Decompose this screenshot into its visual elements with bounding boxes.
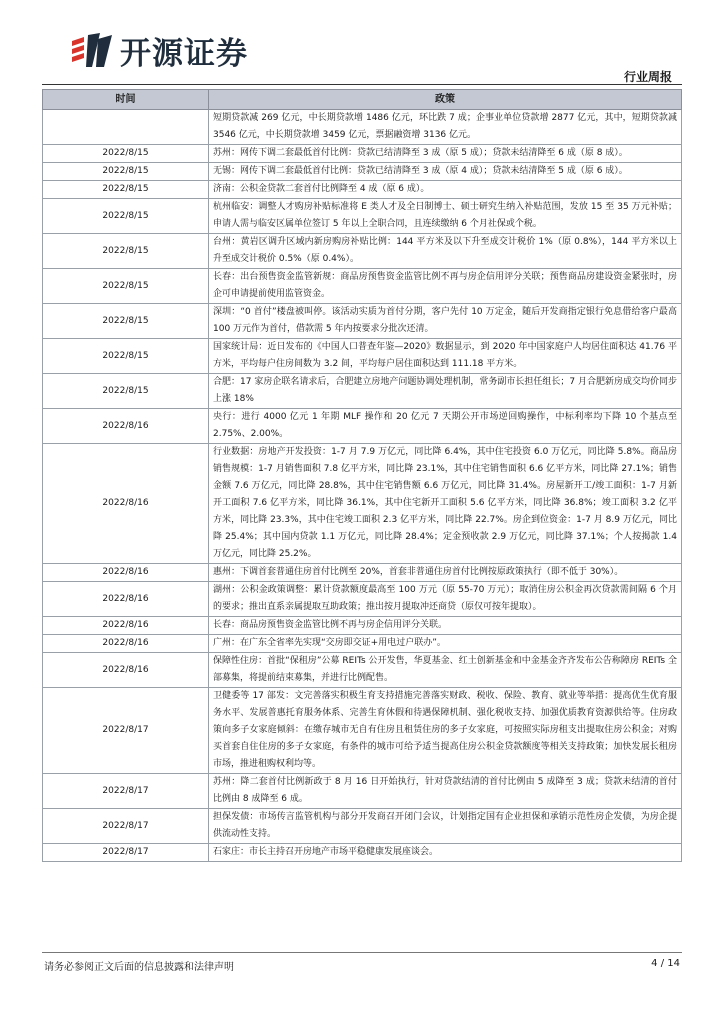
brand-name: 开源证券 — [120, 36, 248, 72]
brand-logo — [70, 28, 248, 73]
table-row — [43, 409, 682, 444]
row-policy: 合肥：17 家房企联名请求后，合肥建立房地产问题协调处理机制，常务副市长担任组长；7 月合肥新房成交均价同步上涨 18% — [209, 374, 682, 409]
policy-table — [42, 89, 682, 862]
row-policy: 惠州：下调首套普通住房首付比例至 20%，首套非普通住房首付比例按原政策执行（即不低于 30%）。 — [209, 564, 682, 582]
table-row — [43, 234, 682, 269]
table-row — [43, 199, 682, 234]
row-policy: 长春：商品房预售资金监管比例不再与房企信用评分关联。 — [209, 617, 682, 635]
header-divider — [42, 84, 682, 85]
row-date: 2022/8/15 — [43, 163, 209, 181]
table-row — [43, 774, 682, 809]
row-policy: 长春：出台预售资金监管新规：商品房预售资金监管比例不再与房企信用评分关联；预售商品房建设资金紧张时，房企可申请提前使用监管资金。 — [209, 269, 682, 304]
row-policy: 广州：在广东全省率先实现“交房即交证+用电过户联办”。 — [209, 635, 682, 653]
row-policy: 苏州：降二套首付比例新政于 8 月 16 日开始执行，针对贷款结清的首付比例由 5 成降至 3 成；贷款未结清的首付比例由 8 成降至 6 成。 — [209, 774, 682, 809]
row-policy: 行业数据：房地产开发投资：1-7 月 7.9 万亿元，同比降 6.4%，其中住宅投资 6.0 万亿元，同比降 5.8%。商品房销售规模：1-7 月销售面积 7.8 亿平方米，同比降 23.1%，其中住宅销售面积 6.6 亿平方米，同比降 27.1%；销售金额 7.6 万亿元，同比降 28.8%，其中住宅销售额 6.6 万亿元，同比降 31.4%。房屋新开工/竣工面积：1-7 月新开工面积 7.6 亿平方米，同比降 36.1%，其中住宅新开工面积 5.6 亿平方米，同比降 36.8%；竣工面积 3.2 亿平方米，同比降 23.3%，其中住宅竣工面积 2.3 亿平方米，同比降 22.7%。房企到位资金：1-7 月 8.9 万亿元，同比降 25.4%；其中国内贷款 1.1 万亿元，同比降 28.4%；定金预收款 2.9 万亿元，同比降 37.1%；个人按揭款 1.4 万亿元，同比降 25.2%。 — [209, 444, 682, 564]
row-date: 2022/8/16 — [43, 564, 209, 582]
row-date — [43, 110, 209, 145]
row-date: 2022/8/17 — [43, 844, 209, 862]
table-row — [43, 181, 682, 199]
row-policy: 深圳：“0 首付”楼盘被叫停。该活动实质为首付分期，客户先付 10 万定金，随后开发商指定银行免息借给客户最高 100 万元作为首付，借款需 5 年内按要求分批次还清。 — [209, 304, 682, 339]
table-row — [43, 269, 682, 304]
footer-divider — [42, 952, 682, 953]
page-number: 4 / 14 — [651, 958, 680, 969]
table-row — [43, 163, 682, 181]
table-row — [43, 564, 682, 582]
row-date: 2022/8/16 — [43, 635, 209, 653]
row-policy: 国家统计局：近日发布的《中国人口普查年鉴—2020》数据显示，到 2020 年中国家庭户人均居住面积达 41.76 平方米，平均每户住房间数为 3.2 间，平均每户居住面积达到 111.18 平方米。 — [209, 339, 682, 374]
table-row — [43, 844, 682, 862]
column-header-policy: 政策 — [209, 90, 682, 110]
row-date: 2022/8/17 — [43, 688, 209, 774]
table-row — [43, 110, 682, 145]
table-row — [43, 145, 682, 163]
table-row — [43, 339, 682, 374]
table-row — [43, 617, 682, 635]
row-date: 2022/8/15 — [43, 199, 209, 234]
footer-disclaimer: 请务必参阅正文后面的信息披露和法律声明 — [44, 962, 234, 973]
report-type-label: 行业周报 — [623, 70, 672, 84]
row-date: 2022/8/15 — [43, 269, 209, 304]
table-row — [43, 582, 682, 617]
row-policy: 担保发债：市场传言监管机构与部分开发商召开闭门会议，计划指定国有企业担保和承销示范性房企发债，为房企提供流动性支持。 — [209, 809, 682, 844]
row-policy: 央行：进行 4000 亿元 1 年期 MLF 操作和 20 亿元 7 天期公开市场逆回购操作，中标利率均下降 10 个基点至 2.75%、2.00%。 — [209, 409, 682, 444]
row-date: 2022/8/17 — [43, 774, 209, 809]
row-date: 2022/8/15 — [43, 234, 209, 269]
row-policy: 苏州：网传下调二套最低首付比例：贷款已结清降至 3 成（原 5 成）；贷款未结清降至 6 成（原 8 成）。 — [209, 145, 682, 163]
row-policy: 台州：黄岩区调升区域内新房购房补贴比例：144 平方米及以下升至成交计税价 1%（原 0.8%），144 平方米以上升至成交计税价 0.5%（原 0.4%）。 — [209, 234, 682, 269]
row-date: 2022/8/15 — [43, 145, 209, 163]
row-date: 2022/8/16 — [43, 582, 209, 617]
row-policy: 短期贷款减 269 亿元，中长期贷款增 1486 亿元，环比跌 7 成；企事业单位贷款增 2877 亿元，其中，短期贷款减 3546 亿元，中长期贷款增 3459 亿元，票据融资增 3136 亿元。 — [209, 110, 682, 145]
row-date: 2022/8/15 — [43, 181, 209, 199]
row-policy: 石家庄：市长主持召开房地产市场平稳健康发展座谈会。 — [209, 844, 682, 862]
row-date: 2022/8/15 — [43, 374, 209, 409]
brand-logo-icon — [70, 33, 114, 69]
table-row — [43, 444, 682, 564]
row-date: 2022/8/16 — [43, 444, 209, 564]
row-date: 2022/8/17 — [43, 809, 209, 844]
column-header-time: 时间 — [43, 90, 209, 110]
table-row — [43, 374, 682, 409]
row-date: 2022/8/15 — [43, 304, 209, 339]
row-policy: 无锡：网传下调二套最低首付比例：贷款已结清降至 3 成（原 4 成）；贷款未结清降至 5 成（原 6 成）。 — [209, 163, 682, 181]
table-row — [43, 653, 682, 688]
row-policy: 济南：公积金贷款二套首付比例降至 4 成（原 6 成）。 — [209, 181, 682, 199]
policy-table-body — [43, 110, 682, 862]
row-date: 2022/8/16 — [43, 617, 209, 635]
row-date: 2022/8/16 — [43, 653, 209, 688]
table-row — [43, 809, 682, 844]
row-date: 2022/8/15 — [43, 339, 209, 374]
row-policy: 卫健委等 17 部发：文完善落实积极生育支持措施完善落实财政、税收、保险、教育、就业等举措：提高优生优育服务水平、发展普惠托育服务体系、完善生育休假和待遇保障机制、强化税收支持、加强优质教育资源供给等。住房政策向多子女家庭倾斜：在缴存城市无自有住房且租赁住房的多子女家庭，可按照实际房租支出提取住房公积金；对购买首套自住住房的多子女家庭，有条件的城市可给予适当提高住房公积金贷款额度等相关支持政策；加快发展长租房市场，推进租购权利均等。 — [209, 688, 682, 774]
row-policy: 杭州临安：调整人才购房补贴标准将 E 类人才及全日制博士、硕士研究生纳入补贴范围，发放 15 至 35 万元补贴；申请人需与临安区属单位签订 5 年以上全职合同，且连续缴纳 6 个月社保或个税。 — [209, 199, 682, 234]
table-row — [43, 688, 682, 774]
table-row — [43, 635, 682, 653]
table-header-row — [43, 90, 682, 110]
row-policy: 湖州：公积金政策调整：累计贷款额度最高至 100 万元（原 55-70 万元）；取消住房公积金再次贷款需间隔 6 个月的要求；推出直系亲属提取互助政策；推出按月提取冲还商贷（原仅可按年提取）。 — [209, 582, 682, 617]
row-date: 2022/8/16 — [43, 409, 209, 444]
row-policy: 保障性住房：首批“保租房”公募 REITs 公开发售，华夏基金、红土创新基金和中金基金齐齐发布公告称障房 REITs 全部募集，将提前结束募集，并进行比例配售。 — [209, 653, 682, 688]
table-row — [43, 304, 682, 339]
